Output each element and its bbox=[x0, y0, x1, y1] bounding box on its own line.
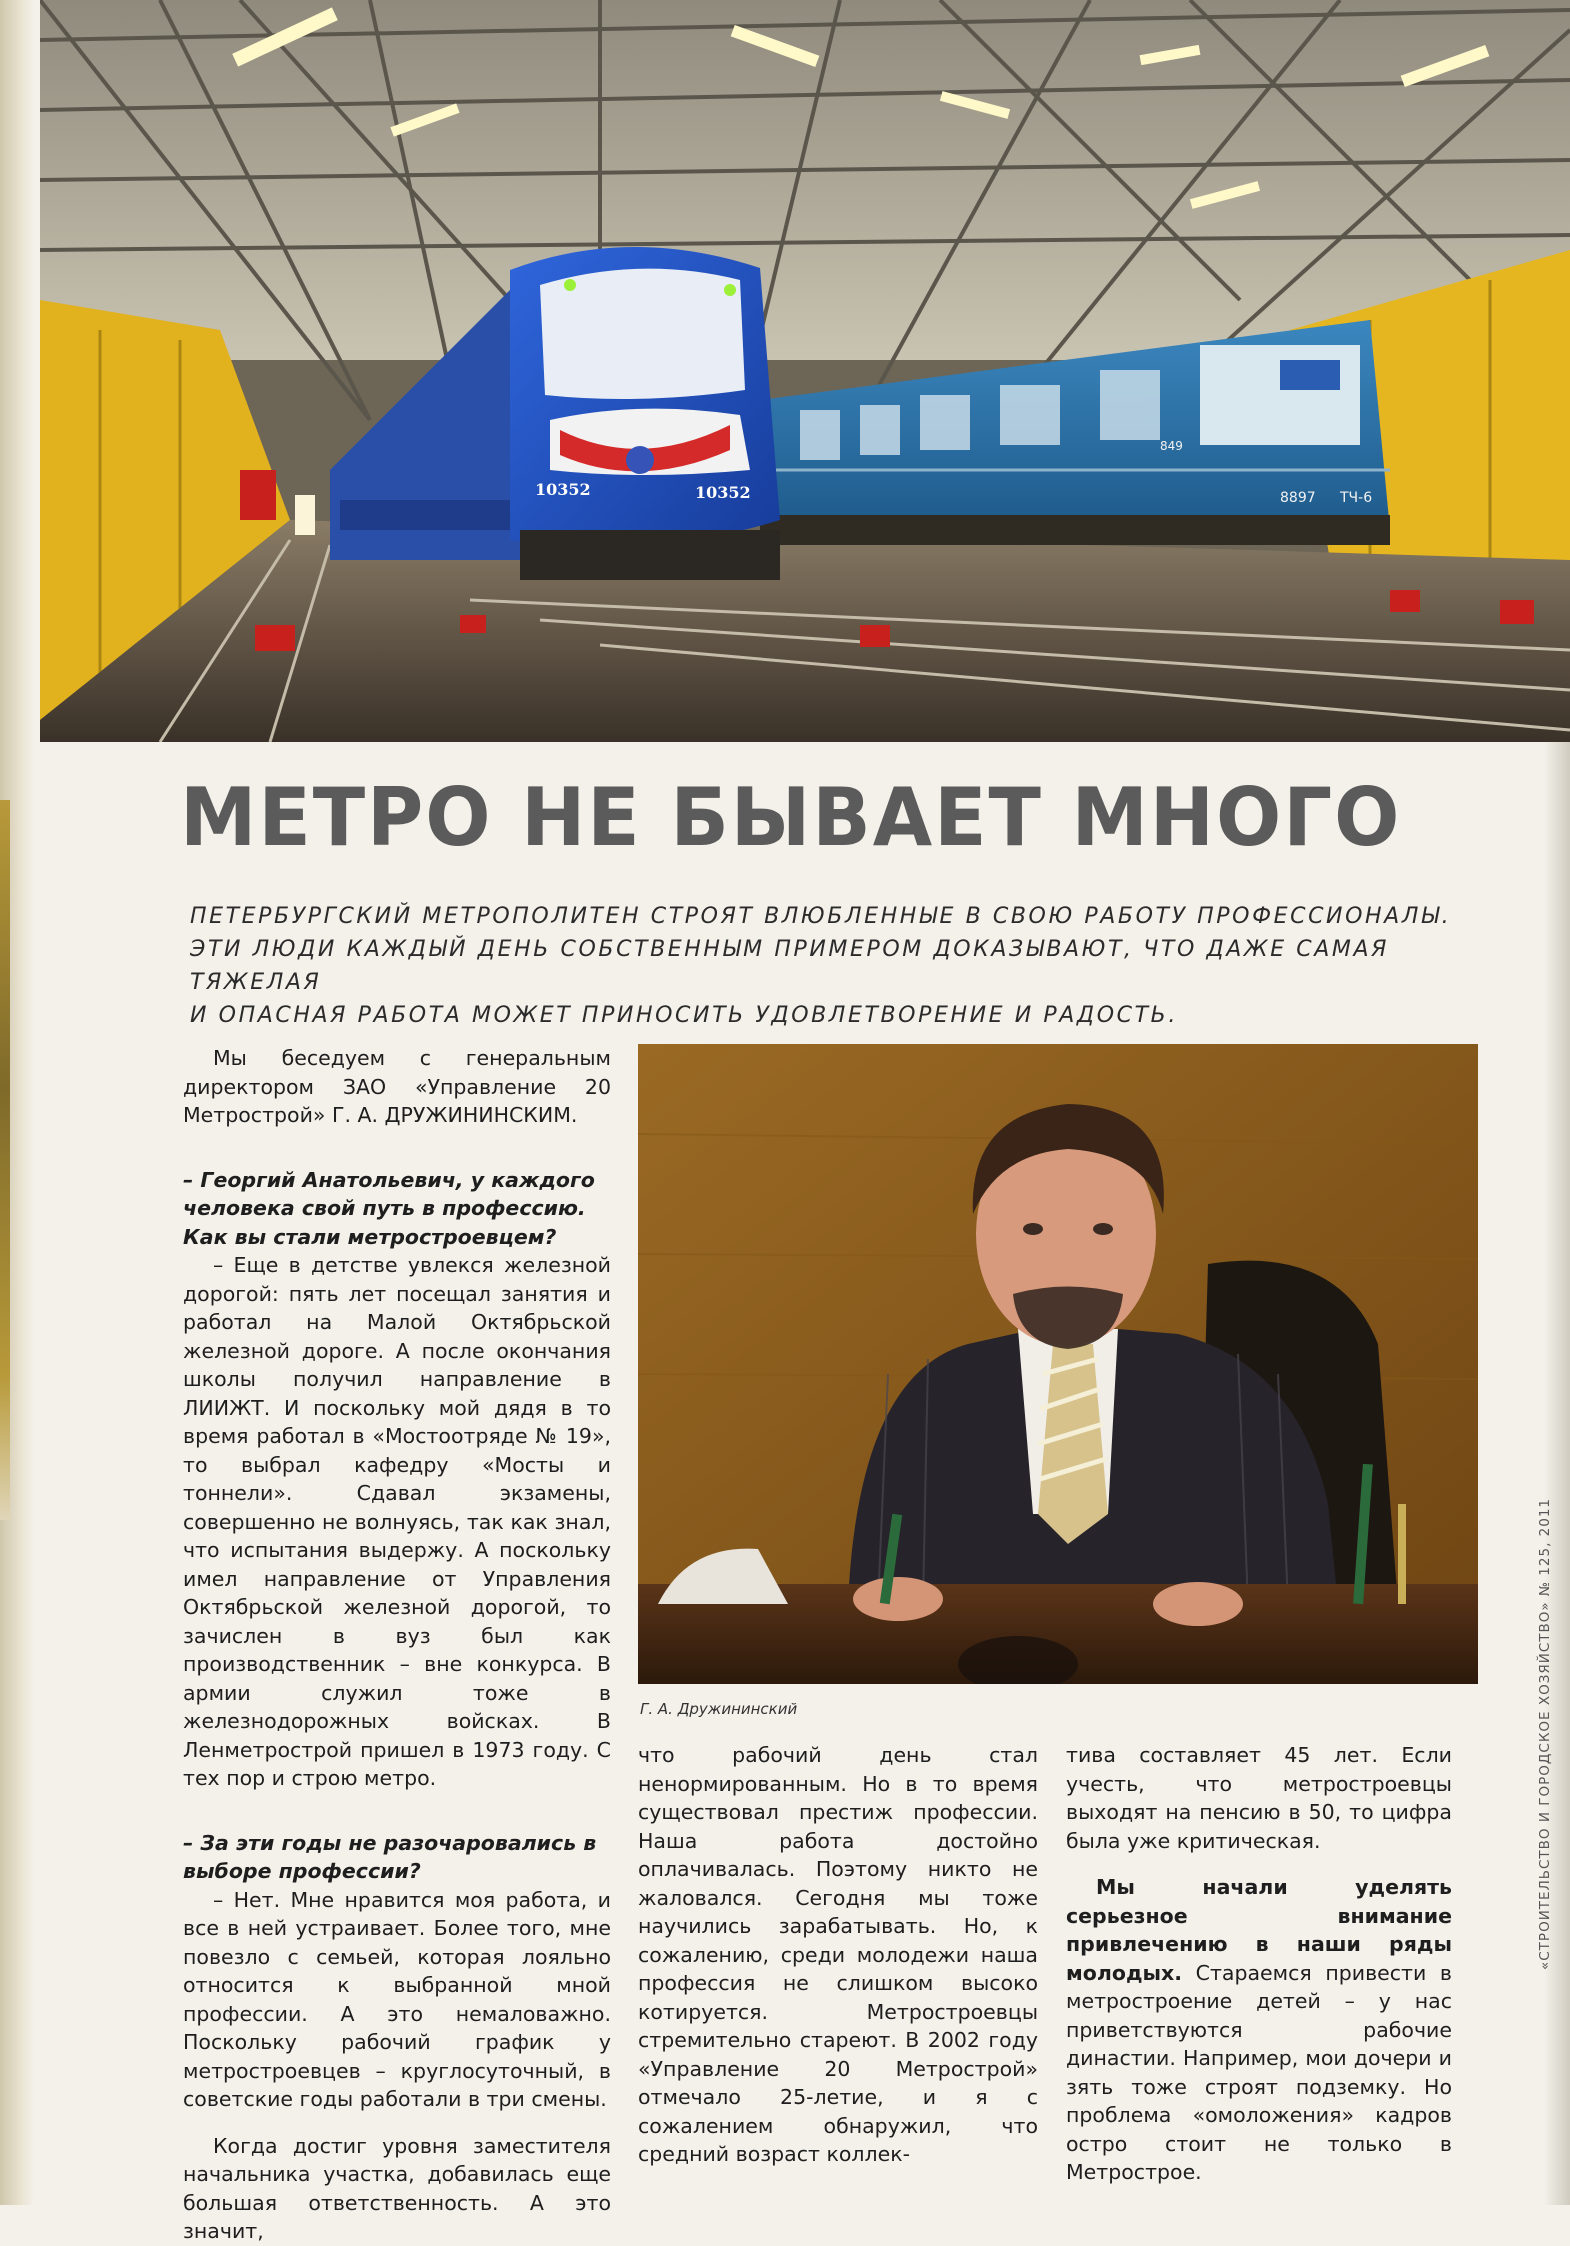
column-right bbox=[1066, 1741, 1452, 2187]
svg-text:10352: 10352 bbox=[535, 480, 591, 499]
interview-intro: Мы беседуем с генеральным директором ЗАО «Управление 20 Метрострой» Г. А. ДРУЖИНИНСКИМ. bbox=[183, 1046, 611, 1127]
column-middle bbox=[638, 1741, 1038, 2169]
answer-2: – Нет. Мне нравится моя работа, и все в ней устраивает. Более того, мне повезло с семьей, которая лояльно относится к выбранной мной профессии. А это немаловажно. Поскольку рабочий график у метростроевцев – круглосуточный, в советские годы работали в три смены. bbox=[183, 1887, 611, 2111]
question-1: – Георгий Анатольевич, у каждого человека свой путь в профессию. Как вы стали метростроевцем? bbox=[183, 1167, 595, 1249]
question-2: – За эти годы не разочаровались в выборе профессии? bbox=[183, 1830, 597, 1883]
metro-depot-photo bbox=[40, 0, 1570, 742]
column-left bbox=[183, 1044, 611, 2246]
metro-depot-illustration bbox=[40, 0, 1570, 742]
publication-info: «СТРОИТЕЛЬСТВО И ГОРОДСКОЕ ХОЗЯЙСТВО» № 125, 2011 bbox=[1537, 1497, 1553, 1970]
lead-line-3: И ОПАСНАЯ РАБОТА МОЖЕТ ПРИНОСИТЬ УДОВЛЕТВОРЕНИЕ И РАДОСТЬ. bbox=[190, 1003, 1178, 1028]
article-headline: МЕТРО НЕ БЫВАЕТ МНОГО bbox=[180, 771, 1402, 864]
paragraph-3: Когда достиг уровня заместителя начальника участка, добавилась еще большая ответственность. А это значит, bbox=[183, 2133, 611, 2243]
svg-text:849: 849 bbox=[1160, 439, 1183, 453]
adjacent-page-strip bbox=[0, 800, 10, 1520]
middle-paragraph: что рабочий день стал ненормированным. Но в то время существовал престиж профессии. Наша работа достойно оплачивалась. Поэтому никто не жаловался. Сегодня мы тоже научились зарабатывать. Но, к сожалению, среди молодежи наша профессия не слишком высоко котируется. Метростроевцы стремительно стареют. В 2002 году «Управление 20 Метрострой» отмечало 25-летие, и я с сожалением обнаружил, что средний возраст коллек- bbox=[638, 1743, 1038, 2166]
right-paragraph-1: тива составляет 45 лет. Если учесть, что метростроевцы выходят на пенсию в 50, то цифра была уже критическая. bbox=[1066, 1743, 1452, 1853]
svg-text:8897: 8897 bbox=[1280, 490, 1316, 506]
right-paragraph-2 bbox=[1066, 1873, 1452, 2187]
portrait-illustration bbox=[638, 1044, 1478, 1684]
article-lead bbox=[190, 900, 1460, 1032]
director-portrait-photo bbox=[638, 1044, 1478, 1684]
svg-text:10352: 10352 bbox=[695, 483, 751, 502]
corridor-light bbox=[295, 495, 315, 535]
lead-line-1: ПЕТЕРБУРГСКИЙ МЕТРОПОЛИТЕН СТРОЯТ ВЛЮБЛЕННЫЕ В СВОЮ РАБОТУ ПРОФЕССИОНАЛЫ. bbox=[190, 904, 1452, 929]
highlight-text: Мы начали уделять серьезное внимание привлечению в наши ряды молодых. bbox=[1066, 1875, 1452, 1985]
answer-1: – Еще в детстве увлекся железной дорогой: пять лет посещал занятия и работал на Малой Октябрьской железной дороге. А после окончания школы получил направление в ЛИИЖТ. И поскольку мой дядя в то время работал в «Мостоотряде № 19», то выбрал кафедру «Мосты и тоннели». Сдавал экзамены, совершенно не волнуясь, так как знал, что испытания выдержу. А поскольку имел направление от Управления Октябрьской железной дорогой, то зачислен в вуз был как производственник – вне конкурса. В армии служил тоже в железнодорожных войсках. В Ленметрострой пришел в 1973 году. С тех пор и строю метро. bbox=[183, 1253, 611, 1790]
red-sign bbox=[240, 470, 276, 520]
right-paragraph-2-text: Стараемся привести в метростроение детей – у нас приветствуются рабочие династии. Например, мои дочери и зять тоже строят подземку. Но проблема «омоложения» кадров остро стоит не только в Метрострое. bbox=[1066, 1960, 1452, 2184]
lead-line-2: ЭТИ ЛЮДИ КАЖДЫЙ ДЕНЬ СОБСТВЕННЫМ ПРИМЕРОМ ДОКАЗЫВАЮТ, ЧТО ДАЖЕ САМАЯ ТЯЖЕЛАЯ bbox=[190, 937, 1390, 995]
photo-caption: Г. А. Дружининский bbox=[640, 1700, 798, 1718]
svg-text:ТЧ-6: ТЧ-6 bbox=[1340, 490, 1373, 506]
